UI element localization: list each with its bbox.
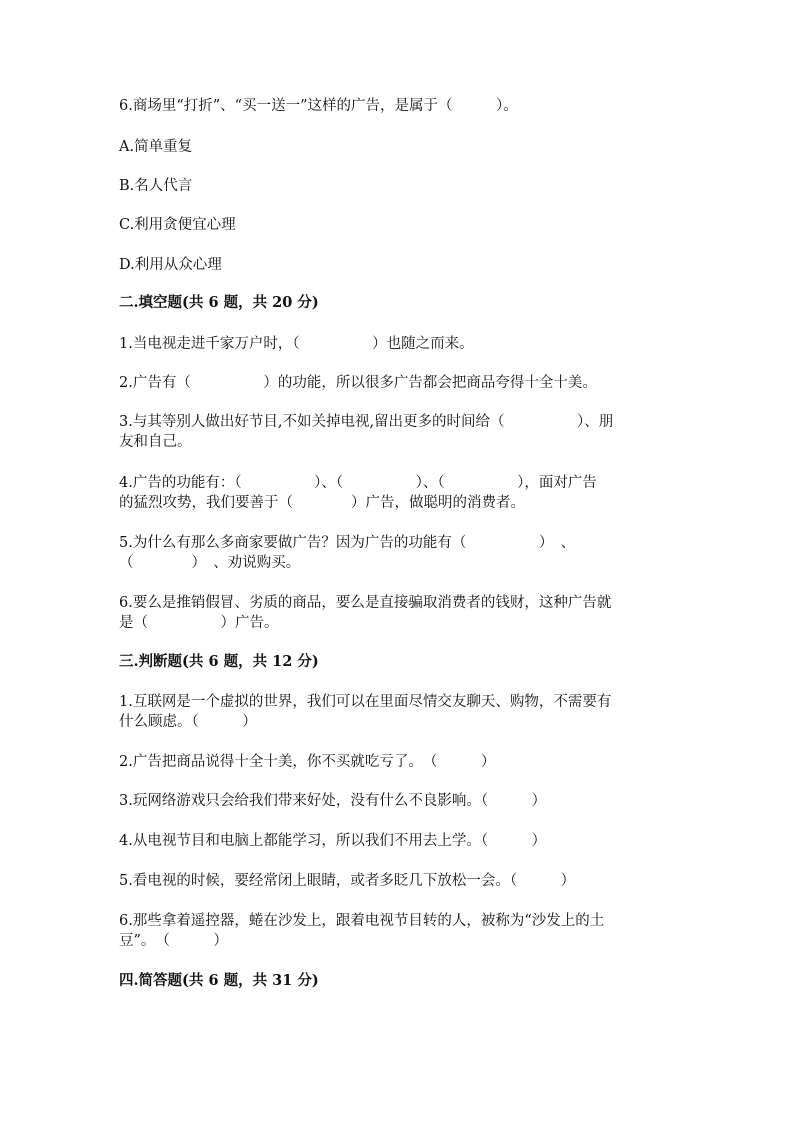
option-a: A.简单重复 (119, 139, 193, 155)
section-2-title: 二.填空题(共 6 题，共 20 分) (119, 294, 319, 311)
fill-question-6-line-1: 6.要么是推销假冒、劣质的商品，要么是直接骗取消费者的钱财，这种广告就 (119, 595, 612, 611)
section-4-title: 四.简答题(共 6 题，共 31 分) (119, 972, 319, 989)
judge-question-1-line-1: 1.互联网是一个虚拟的世界，我们可以在里面尽情交友聊天、购物，不需要有 (119, 694, 612, 710)
judge-question-1-line-2: 什么顾虑。（ ） (119, 714, 257, 730)
fill-question-6-line-2: 是（ ）广告。 (119, 615, 279, 631)
section-3-title: 三.判断题(共 6 题，共 12 分) (119, 653, 319, 670)
fill-question-3-line-1: 3.与其等别人做出好节目,不如关掉电视,留出更多的时间给（ ）、朋 (119, 414, 614, 430)
fill-question-5-line-2: （ ） 、劝说购买。 (119, 555, 301, 571)
judge-question-4: 4.从电视节目和电脑上都能学习，所以我们不用去上学。（ ） (119, 833, 547, 849)
option-c: C.利用贪便宜心理 (119, 217, 236, 233)
fill-question-2: 2.广告有（ ）的功能，所以很多广告都会把商品夸得十全十美。 (119, 375, 597, 391)
fill-question-3-line-2: 友和自己。 (119, 434, 192, 450)
fill-question-5-line-1: 5.为什么有那么多商家要做广告？因为广告的功能有（ ） 、 (119, 535, 576, 551)
option-b: B.名人代言 (119, 178, 193, 194)
question-6-stem: 6.商场里“打折”、“买一送一”这样的广告，是属于（ ）。 (119, 98, 518, 114)
judge-question-2: 2.广告把商品说得十全十美，你不买就吃亏了。 （ ） (119, 754, 496, 770)
fill-question-4-line-2: 的猛烈攻势，我们要善于（ ）广告，做聪明的消费者。 (119, 495, 525, 511)
fill-question-4-line-1: 4.广告的功能有：（ ）、（ ）、（ ），面对广告 (119, 475, 597, 491)
judge-question-6-line-2: 豆”。 （ ） (119, 933, 228, 949)
judge-question-3: 3.玩网络游戏只会给我们带来好处，没有什么不良影响。（ ） (119, 793, 547, 809)
fill-question-1: 1.当电视走进千家万户时，（ ）也随之而来。 (119, 336, 474, 352)
judge-question-5: 5.看电视的时候，要经常闭上眼睛，或者多眨几下放松一会。（ ） (119, 873, 576, 889)
option-d: D.利用从众心理 (119, 257, 222, 273)
judge-question-6-line-1: 6.那些拿着遥控器，蜷在沙发上，跟着电视节目转的人，被称为“沙发上的土 (119, 913, 605, 929)
